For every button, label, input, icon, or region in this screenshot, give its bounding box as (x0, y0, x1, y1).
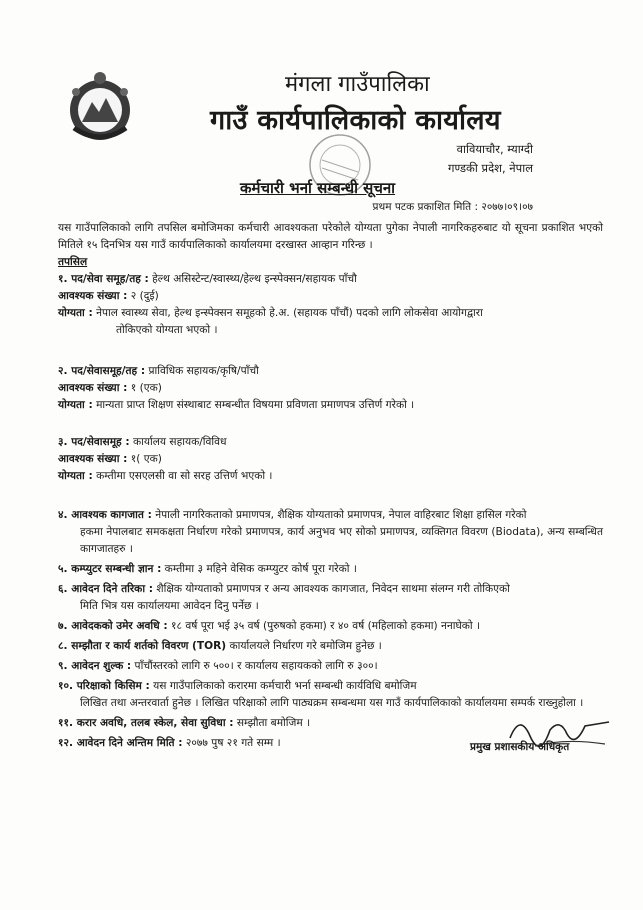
list-item (58, 638, 603, 655)
post-line (58, 434, 603, 451)
item-label: १०. परिक्षाको किसिम : (58, 680, 150, 692)
item-text: १८ वर्ष पूरा भई ३५ वर्ष (पुरुषको हकमा) र ४० वर्ष (महिलाको हकमा) ननाघेको । (167, 620, 481, 632)
count-line (58, 380, 603, 397)
qualification-line (58, 468, 603, 485)
qualification-label: योग्यता : (58, 470, 93, 482)
count-line (58, 451, 603, 468)
post-line (58, 271, 603, 288)
post-label: ३. पद/सेवासमूह : (58, 436, 130, 448)
item-continued: लिखित तथा अन्तरवार्ता हुनेछ । लिखित परिक्षाको लागि पाठ्यक्रम सम्बन्धमा यस गाउँ कार्यपालिकाको कार्यालयमा सम्पर्क राख्नुहोला । (80, 697, 584, 709)
published-date: प्रथम पटक प्रकाशित मिति : २०७७।०९।०७ (372, 201, 533, 213)
qualification-value: मान्यता प्राप्त शिक्षण संस्थाबाट सम्बन्धीत विषयमा प्रविणता प्रमाणपत्र उत्तिर्ण गरेको । (92, 399, 415, 411)
count-label: आवश्यक संख्या : (58, 382, 128, 394)
qualification-label: योग्यता : (58, 399, 93, 411)
item-text: शैक्षिक योग्यताको प्रमाणपत्र र अन्य आवश्यक कागजात, निवेदन साथमा संलग्न गरी तोकिएको (153, 583, 510, 595)
qualification-line (58, 305, 603, 322)
intro-paragraph: यस गाउँपालिकाको लागि तपसिल बमोजिमका कर्मचारी आवश्यकता परेकोले योग्यता पुगेका नेपाली नागरिकहरुबाट यो सूचना प्रकाशित भएको मितिले १५ दिनभित्र यस गाउँ कार्यपालिकाको कार्यालयमा दरखास्त आव्हान गरिन्छ । (58, 222, 603, 251)
count-value: १( एक) (127, 453, 162, 465)
address-line: वावियाचौर, म्याग्दी (456, 142, 533, 156)
item-text: २०७७ पुष २१ गते सम्म । (182, 737, 281, 749)
item-label: १२. आवेदन दिने अन्तिम मिति : (58, 737, 183, 749)
list-item (58, 561, 603, 578)
item-label: ६. आवेदन दिने तरिका : (58, 583, 153, 595)
count-value: १ (एक) (127, 382, 162, 394)
office-address (448, 140, 533, 178)
list-item (58, 618, 603, 635)
notice-title: कर्मचारी भर्ना सम्बन्धी सूचना (240, 179, 396, 197)
item-text: यस गाउँपालिकाको करारमा कर्मचारी भर्ना सम्बन्धी कार्यविधि बमोजिम (149, 680, 417, 692)
item-text: कम्तीमा ३ महिने वेसिक कम्प्युटर कोर्ष पूरा गरेको । (161, 563, 357, 575)
count-value: २ (दुई) (127, 290, 159, 302)
municipality-name: मंगला गाउँपालिका (285, 72, 430, 97)
list-item (58, 581, 603, 615)
item-continued: हकमा नेपालबाट समकक्षता निर्धारण गरेको प्रमाणपत्र, कार्य अनुभव भए सोको प्रमाणपत्र, व्यक्तिगत विवरण (Biodata), अन्य सम्बन्धित कागजातहरु । (80, 526, 603, 555)
count-label: आवश्यक संख्या : (58, 290, 128, 302)
notice-body (58, 220, 603, 755)
qualification-value: कम्तीमा एसएलसी वा सो सरह उत्तिर्ण भएको । (92, 470, 273, 482)
item-text: कार्यालयले निर्धारण गरे बमोजिम हुनेछ । (226, 640, 382, 652)
post-value: कार्यालय सहायक/विविध (129, 436, 227, 448)
office-name: गाउँ कार्यपालिकाको कार्यालय (210, 105, 501, 136)
item-text: पाँचौंस्तरको लागि रु ५००। र कार्यालय सहायकको लागि रु ३००। (131, 660, 378, 672)
list-item (58, 678, 603, 712)
count-label: आवश्यक संख्या : (58, 453, 128, 465)
section-heading: तपसिल (58, 256, 88, 268)
item-label: ११. करार अवधि, तलब स्केल, सेवा सुविधा : (58, 717, 234, 729)
qualification-value: नेपाल स्वास्थ्य सेवा, हेल्थ इन्स्पेक्सन समूहको हे.अ. (सहायक पाँचौं) पदको लागि लोकसेवा आयोगद्वारा (92, 307, 483, 319)
post-value: प्राविधिक सहायक/कृषि/पाँचौ (145, 365, 259, 377)
item-label: ४. आवश्यक कागजात : (58, 509, 152, 521)
item-label: ८. सम्झौता र कार्य शर्तको विवरण (TOR) (58, 640, 227, 652)
count-line (58, 288, 603, 305)
item-continued: मिति भित्र यस कार्यालयमा आवेदन दिनु पर्नेछ । (80, 600, 259, 612)
signatory-title: प्रमुख प्रशासकीय अधिकृत (470, 741, 570, 753)
post-value: हेल्थ असिस्टेन्ट/स्वास्थ्य/हेल्थ इन्स्पेक्सन/सहायक पाँचौ (148, 273, 357, 285)
address-line: गण्डकी प्रदेश, नेपाल (447, 161, 533, 175)
item-label: ५. कम्प्युटर सम्बन्धी ज्ञान : (58, 563, 162, 575)
item-label: ७. आवेदकको उमेर अवधि : (58, 620, 168, 632)
qualification-continued: तोकिएको योग्यता भएको । (116, 324, 218, 336)
item-text: नेपाली नागरिकताको प्रमाणपत्र, शैक्षिक योग्यताको प्रमाणपत्र, नेपाल वाहिरबाट शिक्षा हासिल गरेको (151, 509, 527, 521)
item-label: ९. आवेदन शुल्क : (58, 660, 132, 672)
qualification-line (58, 397, 603, 414)
list-item (58, 658, 603, 675)
post-label: २. पद/सेवासमूह/तह : (58, 365, 146, 377)
post-label: १. पद/सेवा समूह/तह : (58, 273, 149, 285)
post-line (58, 363, 603, 380)
list-item (58, 507, 603, 558)
qualification-label: योग्यता : (58, 307, 93, 319)
item-text: सम्झौता बमोजिम । (233, 717, 311, 729)
nepal-emblem-icon (62, 70, 138, 146)
